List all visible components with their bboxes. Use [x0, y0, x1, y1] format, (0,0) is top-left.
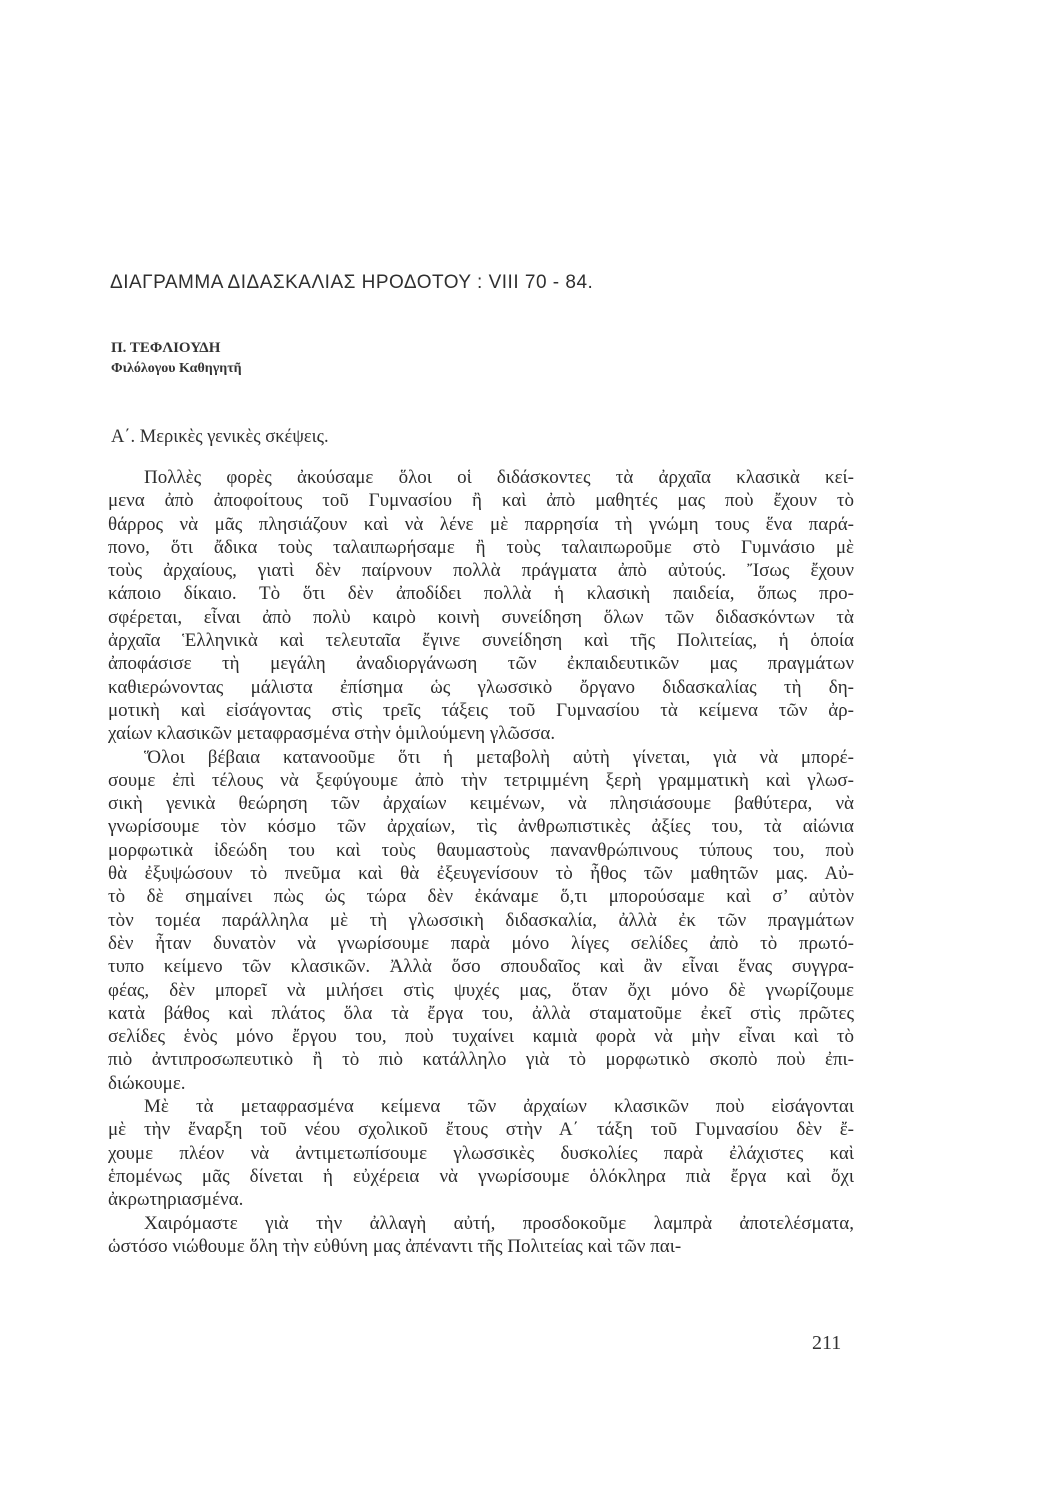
text-line: πιὸ ἀντιπροσωπευτικὸ ἢ τὸ πιὸ κατάλληλο γιὰ τὸ μορφωτικὸ σκοπὸ ποὺ ἐπι-: [108, 1049, 854, 1071]
text-line: σουμε ἐπὶ τέλους νὰ ξεφύγουμε ἀπὸ τὴν τετριμμένη ξερὴ γραμματικὴ καὶ γλωσ-: [108, 769, 854, 791]
text-line: πονο, ὅτι ἄδικα τοὺς ταλαιπωρήσαμε ἢ τοὺς ταλαιπωροῦμε στὸ Γυμνάσιο μὲ: [108, 536, 854, 558]
paragraph: [108, 746, 854, 1095]
text-line: διώκουμε.: [108, 1072, 186, 1094]
text-line: ἀρχαῖα Ἑλληνικὰ καὶ τελευταῖα ἔγινε συνείδηση καὶ τῆς Πολιτείας, ἡ ὁποία: [108, 630, 854, 652]
text-line: Μὲ τὰ μεταφρασμένα κείμενα τῶν ἀρχαίων κλασικῶν ποὺ εἰσάγονται: [144, 1096, 854, 1118]
text-line: γνωρίσουμε τὸν κόσμο τῶν ἀρχαίων, τὶς ἀνθρωπιστικὲς ἀξίες του, τὰ αἰώνια: [108, 816, 854, 838]
text-line: τὸ δὲ σημαίνει πὼς ὡς τώρα δὲν ἐκάναμε ὅ,τι μπορούσαμε καὶ σ’ αὐτὸν: [108, 886, 854, 908]
text-line: δὲν ἦταν δυνατὸν νὰ γνωρίσουμε παρὰ μόνο λίγες σελίδες ἀπὸ τὸ πρωτό-: [108, 932, 854, 954]
text-line: θάρρος νὰ μᾶς πλησιάζουν καὶ νὰ λένε μὲ παρρησία τὴ γνώμη τους ἕνα παρά-: [108, 513, 854, 535]
page-number: 211: [812, 1332, 842, 1354]
text-line: σελίδες ἑνὸς μόνο ἔργου του, ποὺ τυχαίνει καμιὰ φορὰ νὰ μὴν εἶναι καὶ τὸ: [108, 1026, 854, 1048]
page-title: ΔΙΑΓΡΑΜΜΑ ΔΙΔΑΣΚΑΛΙΑΣ ΗΡΟΔΟΤΟΥ : VIII 70 - 84.: [110, 272, 594, 293]
paragraph: [108, 466, 854, 746]
text-line: ἀποφάσισε τὴ μεγάλη ἀναδιοργάνωση τῶν ἐκπαιδευτικῶν μας πραγμάτων: [108, 653, 854, 675]
section-heading: Α΄. Μερικὲς γενικὲς σκέψεις.: [111, 427, 329, 447]
text-line: καθιερώνοντας μάλιστα ἐπίσημα ὡς γλωσσικὸ ὄργανο διδασκαλίας τὴ δη-: [108, 676, 854, 698]
text-line: ἑπομένως μᾶς δίνεται ἡ εὐχέρεια νὰ γνωρίσουμε ὁλόκληρα πιὰ ἔργα καὶ ὄχι: [108, 1165, 854, 1187]
text-line: ἀκρωτηριασμένα.: [108, 1189, 244, 1211]
text-line: μενα ἀπὸ ἀποφοίτους τοῦ Γυμνασίου ἢ καὶ ἀπὸ μαθητές μας ποὺ ἔχουν τὸ: [108, 490, 854, 512]
text-line: Χαιρόμαστε γιὰ τὴν ἀλλαγὴ αὐτή, προσδοκοῦμε λαμπρὰ ἀποτελέσματα,: [144, 1212, 854, 1234]
text-line: Ὅλοι βέβαια κατανοοῦμε ὅτι ἡ μεταβολὴ αὐτὴ γίνεται, γιὰ νὰ μπορέ-: [144, 746, 854, 768]
text-line: ὡστόσο νιώθουμε ὅλη τὴν εὐθύνη μας ἀπέναντι τῆς Πολιτείας καὶ τῶν παι-: [108, 1235, 682, 1257]
text-line: τὸν τομέα παράλληλα μὲ τὴ γλωσσικὴ διδασκαλία, ἀλλὰ ἐκ τῶν πραγμάτων: [108, 909, 854, 931]
text-line: σφέρεται, εἶναι ἀπὸ πολὺ καιρὸ κοινὴ συνείδηση ὅλων τῶν διδασκόντων τὰ: [108, 606, 854, 628]
text-line: φέας, δὲν μπορεῖ νὰ μιλήσει στὶς ψυχές μας, ὅταν ὄχι μόνο δὲ γνωρίζουμε: [108, 979, 854, 1001]
text-line: τοὺς ἀρχαίους, γιατὶ δὲν παίρνουν πολλὰ πράγματα ἀπὸ αὐτούς. Ἴσως ἔχουν: [108, 560, 854, 582]
author-role: Φιλόλογου Καθηγητῆ: [111, 361, 242, 376]
text-line: μοτικὴ καὶ εἰσάγοντας στὶς τρεῖς τάξεις τοῦ Γυμνασίου τὰ κείμενα τῶν ἀρ-: [108, 699, 854, 721]
text-line: χαίων κλασικῶν μεταφρασμένα στὴν ὁμιλούμενη γλῶσσα.: [108, 723, 556, 745]
text-line: θὰ ἐξυψώσουν τὸ πνεῦμα καὶ θὰ ἐξευγενίσουν τὸ ἦθος τῶν μαθητῶν μας. Αὐ-: [108, 863, 854, 885]
text-line: χουμε πλέον νὰ ἀντιμετωπίσουμε γλωσσικὲς δυσκολίες παρὰ ἐλάχιστες καὶ: [108, 1142, 854, 1164]
text-line: Πολλὲς φορὲς ἀκούσαμε ὅλοι οἱ διδάσκοντες τὰ ἀρχαῖα κλασικὰ κεί-: [144, 467, 854, 488]
text-line: κατὰ βάθος καὶ πλάτος ὅλα τὰ ἔργα του, ἀλλὰ σταματοῦμε ἐκεῖ στὶς πρῶτες: [108, 1002, 854, 1024]
paragraph: [108, 1095, 854, 1211]
text-line: μορφωτικὰ ἰδεώδη του καὶ τοὺς θαυμαστοὺς πανανθρώπινους τύπους του, ποὺ: [108, 839, 854, 861]
text-line: τυπο κείμενο τῶν κλασικῶν. Ἀλλὰ ὅσο σπουδαῖος καὶ ἂν εἶναι ἕνας συγγρα-: [108, 956, 854, 978]
paragraph: [108, 1212, 854, 1259]
text-line: μὲ τὴν ἔναρξη τοῦ νέου σχολικοῦ ἔτους στὴν Α΄ τάξη τοῦ Γυμνασίου δὲν ἔ-: [108, 1119, 854, 1141]
author-name: Π. ΤΕΦΛΙΟΥΔΗ: [111, 340, 221, 356]
text-line: κάποιο δίκαιο. Τὸ ὅτι δὲν ἀποδίδει πολλὰ ἡ κλασικὴ παιδεία, ὅπως προ-: [108, 583, 854, 605]
body-text: [108, 466, 854, 1258]
text-line: σικὴ γενικὰ θεώρηση τῶν ἀρχαίων κειμένων, νὰ πλησιάσουμε βαθύτερα, νὰ: [108, 793, 854, 815]
